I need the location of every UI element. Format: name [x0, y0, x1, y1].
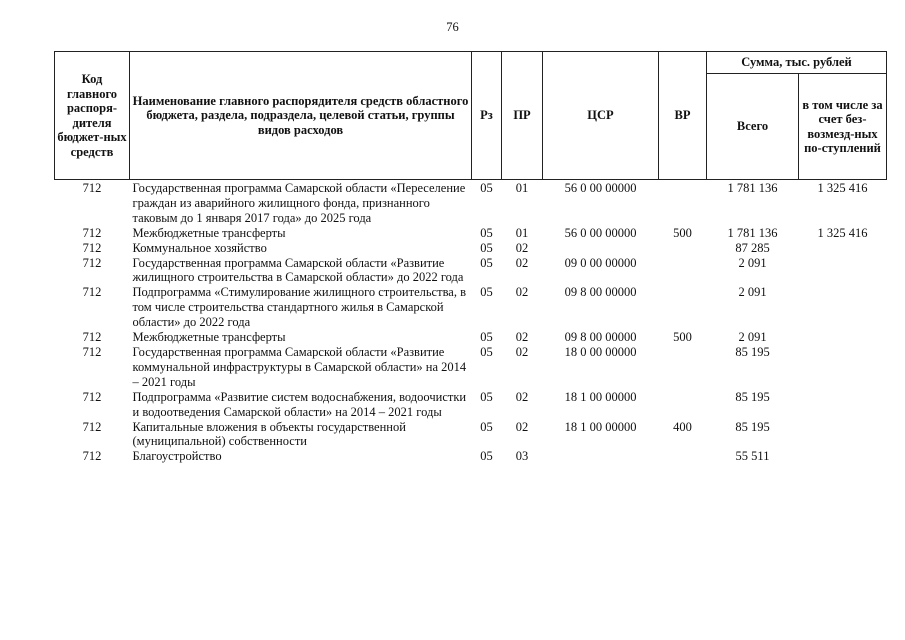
vr-cell [659, 390, 707, 420]
header-pr: ПР [502, 52, 543, 180]
vr-cell: 500 [673, 225, 692, 240]
code-cell: 712 [82, 240, 102, 255]
header-csr: ЦСР [543, 52, 659, 180]
vr-cell [659, 256, 707, 286]
header-incl: в том числе за счет без-возмезд-ных по-ступлений [799, 74, 887, 180]
code-cell: 712 [82, 181, 102, 195]
table-row [55, 449, 887, 464]
name-cell: Государственная программа Самарской области «Развитие жилищного строительства в Самарской области» до 2022 года [132, 255, 464, 285]
incl-cell [799, 449, 887, 464]
csr-cell [543, 241, 659, 256]
vr-cell [659, 241, 707, 256]
incl-cell: 1 325 416 [817, 225, 868, 240]
csr-cell: 09 8 00 00000 [564, 285, 637, 300]
budget-table [54, 51, 887, 464]
total-cell: 85 195 [735, 389, 770, 404]
pr-cell: 02 [515, 255, 529, 270]
pr-cell: 02 [515, 389, 529, 404]
incl-cell [799, 285, 887, 330]
csr-cell: 18 1 00 00000 [564, 419, 637, 434]
table-row [55, 420, 887, 450]
rz-cell: 05 [480, 181, 493, 195]
name-cell: Государственная программа Самарской области «Развитие коммунальной инфраструктуры в Самарской области» на 2014 – 2021 годы [132, 344, 467, 389]
table-row [55, 330, 887, 345]
total-cell: 2 091 [738, 330, 767, 345]
total-cell: 2 091 [738, 285, 767, 300]
name-cell: Подпрограмма «Стимулирование жилищного строительства, в том числе строительства стандартного жилья в Самарской области» до 2022 года [132, 285, 467, 330]
csr-cell: 18 0 00 00000 [564, 344, 637, 359]
rz-cell: 05 [480, 389, 493, 404]
total-cell: 1 781 136 [727, 181, 778, 195]
total-cell: 85 195 [735, 419, 770, 434]
page-number: 76 [446, 20, 459, 34]
incl-cell [799, 330, 887, 345]
rz-cell: 05 [480, 225, 493, 240]
table-row [55, 226, 887, 241]
total-cell: 85 195 [735, 344, 770, 359]
vr-cell [659, 285, 707, 330]
code-cell: 712 [82, 449, 102, 464]
csr-cell [543, 449, 659, 464]
rz-cell: 05 [480, 255, 493, 270]
code-cell: 712 [82, 225, 102, 240]
name-cell: Государственная программа Самарской области «Переселение граждан из аварийного жилищного фонда, признанного таковым до 1 января 2017 года» до 2025 года [132, 181, 466, 225]
incl-cell [799, 420, 887, 450]
rz-cell: 05 [480, 344, 493, 359]
name-cell: Подпрограмма «Развитие систем водоснабжения, водоочистки и водоотведения Самарской области» на 2014 – 2021 годы [132, 389, 467, 419]
vr-cell [659, 180, 707, 226]
header-code: Код главного распоря-дителя бюджет-ных средств [55, 52, 130, 180]
rz-cell: 05 [480, 330, 493, 345]
code-cell: 712 [82, 419, 102, 434]
name-cell: Благоустройство [132, 449, 222, 464]
csr-cell: 09 0 00 00000 [564, 255, 637, 270]
pr-cell: 02 [515, 285, 529, 300]
table-row [55, 256, 887, 286]
name-cell: Капитальные вложения в объекты государственной (муниципальной) собственности [132, 419, 406, 449]
total-cell: 87 285 [735, 240, 770, 255]
pr-cell: 01 [515, 181, 529, 195]
total-cell: 2 091 [738, 255, 767, 270]
table-row [55, 345, 887, 390]
vr-cell: 400 [673, 419, 692, 434]
code-cell: 712 [82, 255, 102, 270]
header-vr: ВР [659, 52, 707, 180]
rz-cell: 05 [480, 419, 493, 434]
vr-cell [659, 449, 707, 464]
total-cell: 55 511 [735, 449, 770, 464]
csr-cell: 56 0 00 00000 [564, 181, 637, 195]
rz-cell: 05 [480, 449, 493, 464]
incl-cell: 1 325 416 [817, 181, 868, 195]
header-name: Наименование главного распорядителя средств областного бюджета, раздела, подраздела, целевой статьи, группы видов расходов [130, 52, 472, 180]
csr-cell: 09 8 00 00000 [564, 330, 637, 345]
incl-cell [799, 345, 887, 390]
table-row [55, 180, 887, 226]
header-rz: Рз [472, 52, 502, 180]
csr-cell: 56 0 00 00000 [564, 225, 637, 240]
pr-cell: 02 [515, 240, 529, 255]
incl-cell [799, 390, 887, 420]
table-row [55, 241, 887, 256]
table-row [55, 390, 887, 420]
pr-cell: 02 [515, 344, 529, 359]
name-cell: Межбюджетные трансферты [132, 330, 286, 345]
code-cell: 712 [82, 389, 102, 404]
table-header [55, 52, 887, 180]
code-cell: 712 [82, 285, 102, 300]
rz-cell: 05 [480, 240, 493, 255]
name-cell: Коммунальное хозяйство [132, 240, 267, 255]
vr-cell [659, 345, 707, 390]
header-sum: Сумма, тыс. рублей [707, 52, 887, 74]
incl-cell [799, 256, 887, 286]
incl-cell [799, 241, 887, 256]
pr-cell: 02 [515, 419, 529, 434]
code-cell: 712 [82, 344, 102, 359]
rz-cell: 05 [480, 285, 493, 300]
table-body [55, 180, 887, 465]
table-row [55, 285, 887, 330]
vr-cell: 500 [673, 330, 692, 345]
code-cell: 712 [82, 330, 102, 345]
name-cell: Межбюджетные трансферты [132, 225, 286, 240]
pr-cell: 02 [515, 330, 529, 345]
pr-cell: 01 [515, 225, 529, 240]
csr-cell: 18 1 00 00000 [564, 389, 637, 404]
pr-cell: 03 [515, 449, 529, 464]
total-cell: 1 781 136 [727, 225, 778, 240]
header-total: Всего [707, 74, 799, 180]
